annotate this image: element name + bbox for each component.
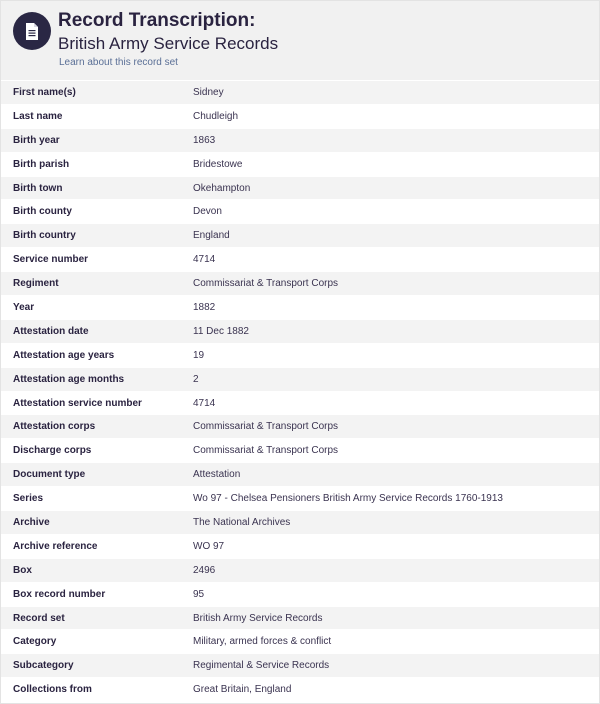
table-row [1,247,599,271]
table-row [1,271,599,295]
field-label: Regiment [13,278,59,290]
table-row [1,510,599,534]
record-header [1,1,599,80]
document-icon [13,12,51,50]
field-label: Birth county [13,206,72,218]
table-row [1,343,599,367]
table-row [1,629,599,653]
table-row [1,558,599,582]
field-value: Great Britain, England [193,684,292,696]
field-value: 4714 [193,397,216,409]
table-row [1,653,599,677]
field-value: 2496 [193,564,216,576]
field-label: Birth country [13,230,76,242]
field-value: Regimental & Service Records [193,660,330,672]
field-value: Attestation [193,469,241,481]
table-row [1,534,599,558]
table-row [1,438,599,462]
field-value: WO 97 [193,540,225,552]
field-value: Commissariat & Transport Corps [193,278,339,290]
table-row [1,80,599,104]
field-value: Commissariat & Transport Corps [193,445,339,457]
table-row [1,319,599,343]
field-label: Document type [13,469,86,481]
field-value: Devon [193,206,222,218]
field-label: First name(s) [13,86,76,98]
field-label: Collections from [13,684,92,696]
field-value: Bridestowe [193,158,243,170]
field-value: British Army Service Records [193,612,323,624]
field-value: The National Archives [193,516,291,528]
field-value: 1863 [193,134,216,146]
page-title: Record Transcription: [58,10,256,31]
field-value: 11 Dec 1882 [193,325,249,337]
field-label: Birth year [13,134,60,146]
table-row [1,606,599,630]
table-row [1,128,599,152]
field-label: Discharge corps [13,445,92,457]
field-value: 95 [193,588,205,600]
field-value: 4714 [193,254,216,266]
table-row [1,582,599,606]
field-label: Subcategory [13,660,74,672]
field-value: 2 [193,373,199,385]
field-label: Attestation age years [13,349,115,361]
table-row [1,677,599,701]
field-label: Last name [13,110,63,122]
field-value: Wo 97 - Chelsea Pensioners British Army Service Records 1760-1913 [193,493,503,505]
field-label: Series [13,493,44,505]
table-row [1,486,599,510]
field-label: Box record number [13,588,106,600]
field-label: Category [13,636,57,648]
field-label: Birth parish [13,158,70,170]
field-label: Birth town [13,182,63,194]
table-row [1,414,599,438]
field-label: Archive [13,516,50,528]
table-row [1,104,599,128]
record-set-title: British Army Service Records [58,34,279,53]
table-row [1,199,599,223]
field-value: 1882 [193,301,216,313]
field-value: Okehampton [193,182,251,194]
field-value: Chudleigh [193,110,239,122]
table-row [1,367,599,391]
field-value: England [193,230,230,242]
field-label: Attestation corps [13,421,96,433]
field-label: Archive reference [13,540,98,552]
learn-about-record-set-link[interactable]: Learn about this record set [59,57,178,68]
table-row [1,295,599,319]
field-label: Attestation service number [13,397,142,409]
field-value: Commissariat & Transport Corps [193,421,339,433]
field-label: Attestation age months [13,373,125,385]
table-row [1,152,599,176]
field-value: Military, armed forces & conflict [193,636,332,648]
table-row [1,223,599,247]
field-label: Year [13,301,35,313]
table-row [1,462,599,486]
table-row [1,391,599,415]
field-value: 19 [193,349,205,361]
field-value: Sidney [193,86,224,98]
field-label: Record set [13,612,65,624]
field-label: Service number [13,254,89,266]
field-label: Box [13,564,32,576]
field-label: Attestation date [13,325,89,337]
record-details-table [1,80,599,701]
table-row [1,176,599,200]
